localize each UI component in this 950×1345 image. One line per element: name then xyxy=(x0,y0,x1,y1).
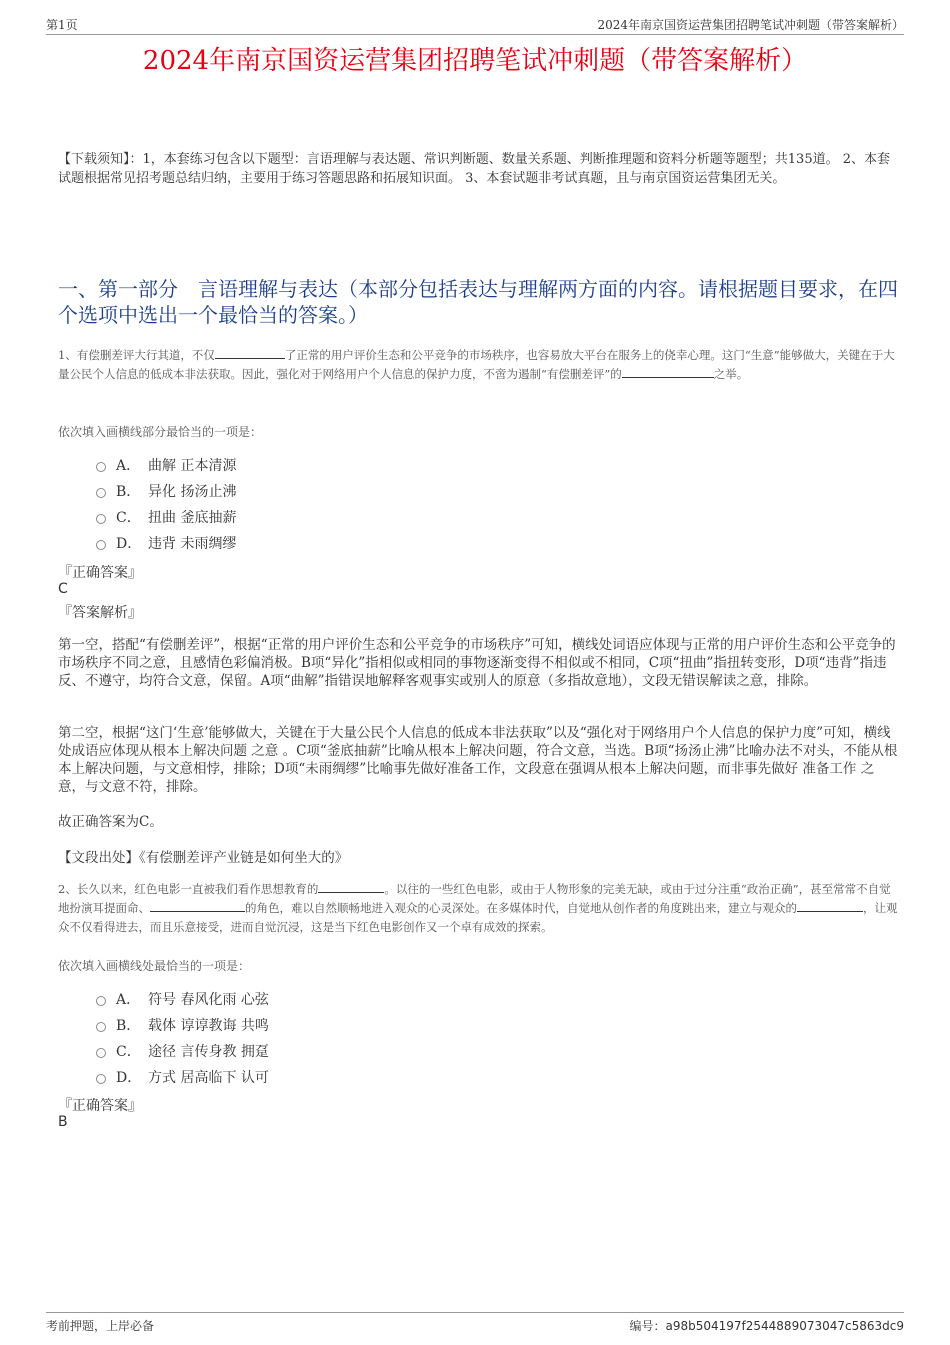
option-letter: B． xyxy=(116,1018,141,1034)
radio-icon[interactable] xyxy=(96,996,106,1006)
question-1-text-part: 之举。 xyxy=(713,367,749,381)
fill-blank xyxy=(318,880,384,893)
option-text: 异化 扬汤止沸 xyxy=(148,484,237,500)
question-2-text-part: 的角色，难以自然顺畅地进入观众的心灵深处。在多媒体时代，自觉地从创作者的角度跳出来，建立与观众的 xyxy=(245,901,797,915)
radio-icon[interactable] xyxy=(96,1074,106,1084)
question-2-text-part: 。以往的一些红色电影，或由于人物形象的完美无缺，或由于过分注重“政治正确”，甚至常常不自觉地扮演耳提面命、 xyxy=(58,882,891,915)
page-header xyxy=(46,14,904,35)
option-c[interactable] xyxy=(96,1038,269,1064)
option-a[interactable] xyxy=(96,986,269,1012)
option-letter: C． xyxy=(116,510,141,526)
question-1-options xyxy=(96,452,236,556)
radio-icon[interactable] xyxy=(96,1048,106,1058)
option-text: 途径 言传身教 拥趸 xyxy=(148,1044,269,1060)
section-heading: 一、第一部分 言语理解与表达（本部分包括表达与理解两方面的内容。请根据题目要求，在四个选项中选出一个最恰当的答案。） xyxy=(58,277,898,327)
option-text: 违背 未雨绸缪 xyxy=(148,536,237,552)
passage-source: 【文段出处】《有偿删差评产业链是如何坐大的》 xyxy=(58,850,349,866)
page-number: 第1页 xyxy=(46,18,78,32)
question-1-text-part: 了正常的用户评价生态和公平竞争的市场秩序，也容易放大平台在服务上的侥幸心理。这门“生意”能够做大，关键在于大量公民个人信息的低成本非法获取。因此，强化对于网络用户个人信息的保护力度，不啻为遏制“有偿删差评”的 xyxy=(58,348,895,381)
option-b[interactable] xyxy=(96,1012,269,1038)
question-1-stem xyxy=(58,346,898,384)
correct-answer: C xyxy=(58,581,68,597)
option-text: 载体 谆谆教诲 共鸣 xyxy=(148,1018,269,1034)
fill-blank xyxy=(797,899,863,912)
option-text: 扭曲 釜底抽薪 xyxy=(148,510,237,526)
question-2-stem xyxy=(58,880,898,937)
option-letter: B． xyxy=(116,484,141,500)
analysis-paragraph-1: 第一空，搭配“有偿删差评”，根据“正常的用户评价生态和公平竞争的市场秩序”可知，横线处词语应体现与正常的用户评价生态和公平竞争的市场秩序不同之意，且感情色彩偏消极。B项“异化”指相似或相同的事物逐渐变得不相似或不相同，C项“扭曲”指扭转变形，D项“违背”指违反、不遵守，均符合文意，保留。A项“曲解”指错误地解释客观事实或别人的原意（多指故意地），文段无错误解读之意，排除。 xyxy=(58,637,896,689)
option-text: 曲解 正本清源 xyxy=(148,458,237,474)
fill-blank xyxy=(150,899,245,912)
answer-label: 『正确答案』 xyxy=(58,565,142,581)
answer-label: 『正确答案』 xyxy=(58,1098,142,1114)
correct-answer: B xyxy=(58,1114,68,1130)
fill-blank xyxy=(622,365,714,378)
analysis-label: 『答案解析』 xyxy=(58,605,142,621)
option-letter: D． xyxy=(116,536,142,552)
question-2-text-part: ，让观众不仅看得进去，而且乐意接受，进而自觉沉浸，这是当下红色电影创作又一个卓有成效的探索。 xyxy=(58,901,898,934)
document-code-label: 编号： xyxy=(629,1319,666,1333)
document-title: 2024年南京国资运营集团招聘笔试冲刺题（带答案解析） xyxy=(142,46,808,76)
header-doc-title: 2024年南京国资运营集团招聘笔试冲刺题（带答案解析） xyxy=(597,18,904,32)
document-code-value: a98b504197f2544889073047c5863dc9 xyxy=(665,1319,904,1333)
option-b[interactable] xyxy=(96,478,236,504)
analysis-paragraph-2: 第二空，根据“这门‘生意’能够做大，关键在于大量公民个人信息的低成本非法获取”以及“强化对于网络用户个人信息的保护力度”可知，横线处成语应体现从根本上解决问题 之意 。C项“釜底抽薪”比喻从根本上解决问题，符合文意，当选。B项“扬汤止沸”比喻办法不对头，不能从根本上解决问题，与文意相悖，排除；D项“未雨绸缪”比喻事先做好准备工作，文段意在强调从根本上解决问题，而非事先做好 准备工作 之意，与文意不符，排除。 xyxy=(58,725,898,795)
fill-blank xyxy=(215,346,285,359)
download-notice: 【下载须知】：1，本套练习包含以下题型：言语理解与表达题、常识判断题、数量关系题、判断推理题和资料分析题等题型；共135道。 2、本套试题根据常见招考题总结归纳，主要用于练习答题思路和拓展知识面。 3、本套试题非考试真题，且与南京国资运营集团无关。 xyxy=(58,152,890,186)
page-footer xyxy=(46,1312,904,1333)
option-text: 符号 春风化雨 心弦 xyxy=(148,992,269,1008)
question-2-options xyxy=(96,986,269,1090)
question-2-instruction: 依次填入画横线处最恰当的一项是： xyxy=(58,959,251,973)
radio-icon[interactable] xyxy=(96,488,106,498)
option-d[interactable] xyxy=(96,530,236,556)
radio-icon[interactable] xyxy=(96,462,106,472)
question-2-text-part: 2、长久以来，红色电影一直被我们看作思想教育的 xyxy=(58,882,319,896)
option-c[interactable] xyxy=(96,504,236,530)
option-a[interactable] xyxy=(96,452,236,478)
document-code xyxy=(629,1317,904,1334)
option-letter: A． xyxy=(116,992,141,1008)
option-letter: A． xyxy=(116,458,141,474)
option-letter: C． xyxy=(116,1044,141,1060)
footer-slogan: 考前押题，上岸必备 xyxy=(46,1319,155,1333)
question-1-text-part: 1、有偿删差评大行其道，不仅 xyxy=(58,348,215,362)
option-letter: D． xyxy=(116,1070,142,1086)
option-text: 方式 居高临下 认可 xyxy=(148,1070,269,1086)
option-d[interactable] xyxy=(96,1064,269,1090)
analysis-conclusion: 故正确答案为C。 xyxy=(58,814,163,830)
radio-icon[interactable] xyxy=(96,540,106,550)
question-1-instruction: 依次填入画横线部分最恰当的一项是： xyxy=(58,425,263,439)
radio-icon[interactable] xyxy=(96,514,106,524)
radio-icon[interactable] xyxy=(96,1022,106,1032)
